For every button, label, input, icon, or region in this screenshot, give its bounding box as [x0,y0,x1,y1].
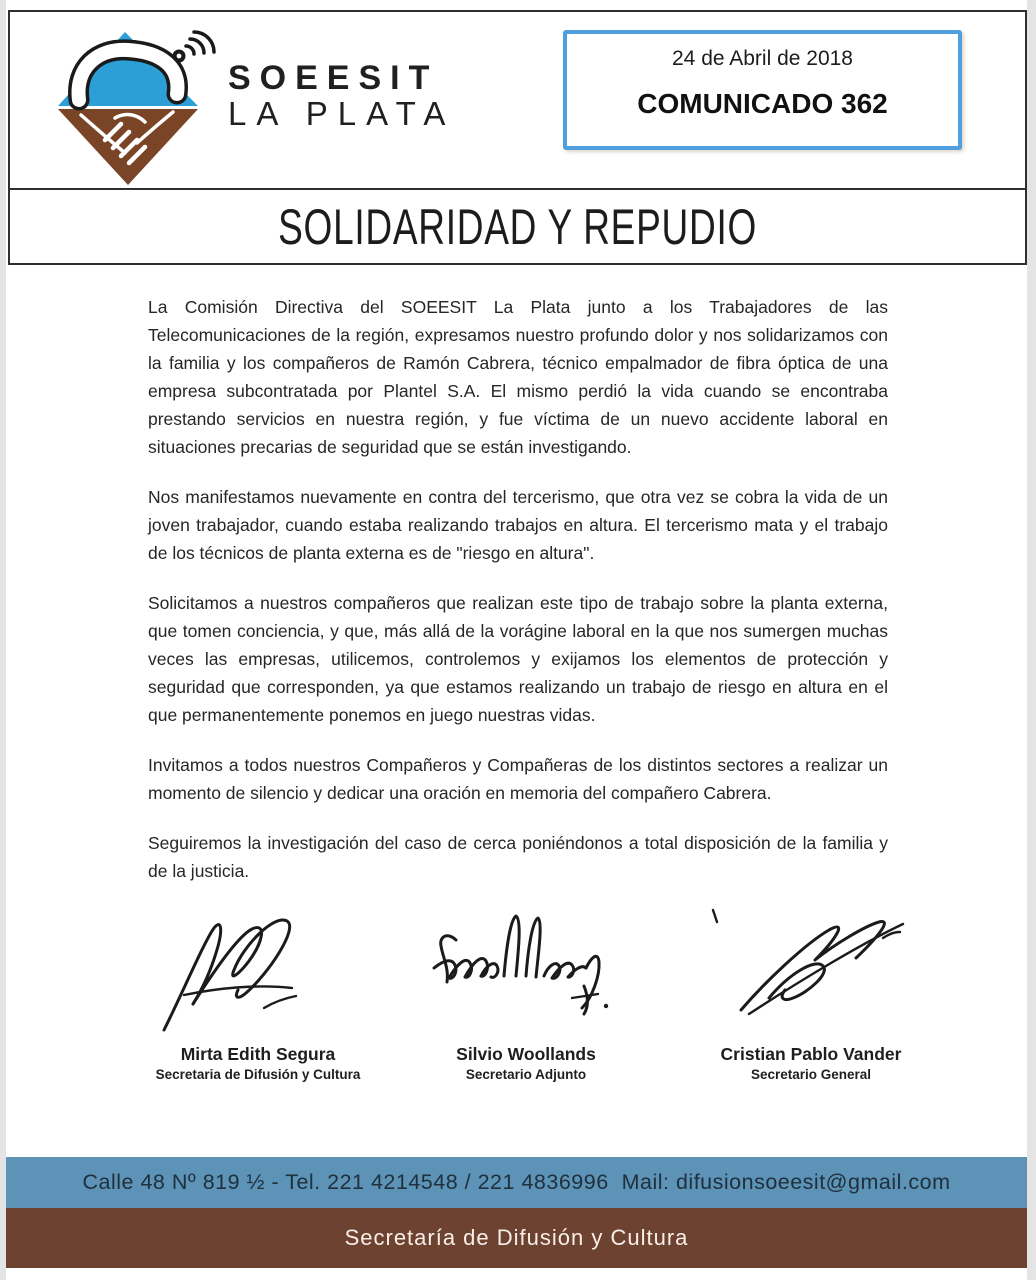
signatory-name: Mirta Edith Segura [180,1044,336,1064]
title-band [10,190,1025,263]
paragraph: La Comisión Directiva del SOEESIT La Plata junto a los Trabajadores de las Telecomunicaciones de la región, expresamos nuestro profundo dolor y nos solidarizamos con la familia y los compañeros de Ramón Cabrera, técnico empalmador de fibra óptica de una empresa subcontratada por Plantel S.A. El mismo perdió la vida cuando se encontraba prestando servicios en nuestra región, y fue víctima de un nuevo accidente laboral en situaciones precarias de seguridad que se están investigando. [148,297,888,457]
wifi-signal-icon [186,32,214,54]
page-title: SOLIDARIDAD Y REPUDIO [278,198,757,255]
header-frame [8,10,1027,265]
signatory-role: Secretaria de Difusión y Cultura [155,1067,361,1082]
logo-location: LA PLATA [228,95,456,132]
logo-org-name: SOEESIT [228,59,439,97]
notice-date: 24 de Abril de 2018 [672,47,853,70]
paragraph: Invitamos a todos nuestros Compañeros y Compañeras de los distintos sectores a realizar un momento de silencio y dedicar una oración en memoria del compañero Cabrera. [148,755,888,803]
footer-contact-bar: Calle 48 Nº 819 ½ - Tel. 221 4214548 / 221 4836996 Mail: difusionsoeesit@gmail.com [6,1157,1027,1208]
notice-box [563,30,962,150]
footer-department-bar: Secretaría de Difusión y Cultura [6,1208,1027,1268]
scan-edge-left [0,0,6,1280]
letter-body [148,293,888,907]
notice-number: COMUNICADO 362 [637,88,888,119]
union-logo [53,22,243,194]
union-logo-emblem [53,22,243,189]
signature-block-vander [671,896,951,1082]
signatory-role: Secretario Adjunto [465,1067,587,1082]
paragraph: Seguiremos la investigación del caso de cerca poniéndonos a total disposición de la familia y de la justicia. [148,833,888,881]
signatory-name: Cristian Pablo Vander [720,1044,902,1064]
signature-block-woollands [386,896,666,1082]
signature-image [118,896,398,1038]
header-row [10,12,1025,190]
signatory-role: Secretario General [750,1067,872,1082]
signature-block-segura [118,896,398,1082]
logo-wordmark [228,60,455,132]
signature-image [671,896,951,1038]
scan-edge-right [1027,0,1036,1280]
signature-image [386,896,666,1038]
signatory-name: Silvio Woollands [456,1044,596,1064]
paragraph: Solicitamos a nuestros compañeros que realizan este tipo de trabajo sobre la planta externa, que tomen conciencia, y que, más allá de la vorágine laboral en la que nos sumergen muchas veces las empresas, utilicemos, controlemos y exijamos los elementos de protección y seguridad que corresponden, ya que estamos realizando un trabajo de riesgo en altura en el que permanentemente ponemos en juego nuestras vidas. [148,593,888,725]
paragraph: Nos manifestamos nuevamente en contra del tercerismo, que otra vez se cobra la vida de un joven trabajador, cuando estaba realizando trabajos en altura. El tercerismo mata y el trabajo de los técnicos de planta externa es de "riesgo en altura". [148,487,888,563]
